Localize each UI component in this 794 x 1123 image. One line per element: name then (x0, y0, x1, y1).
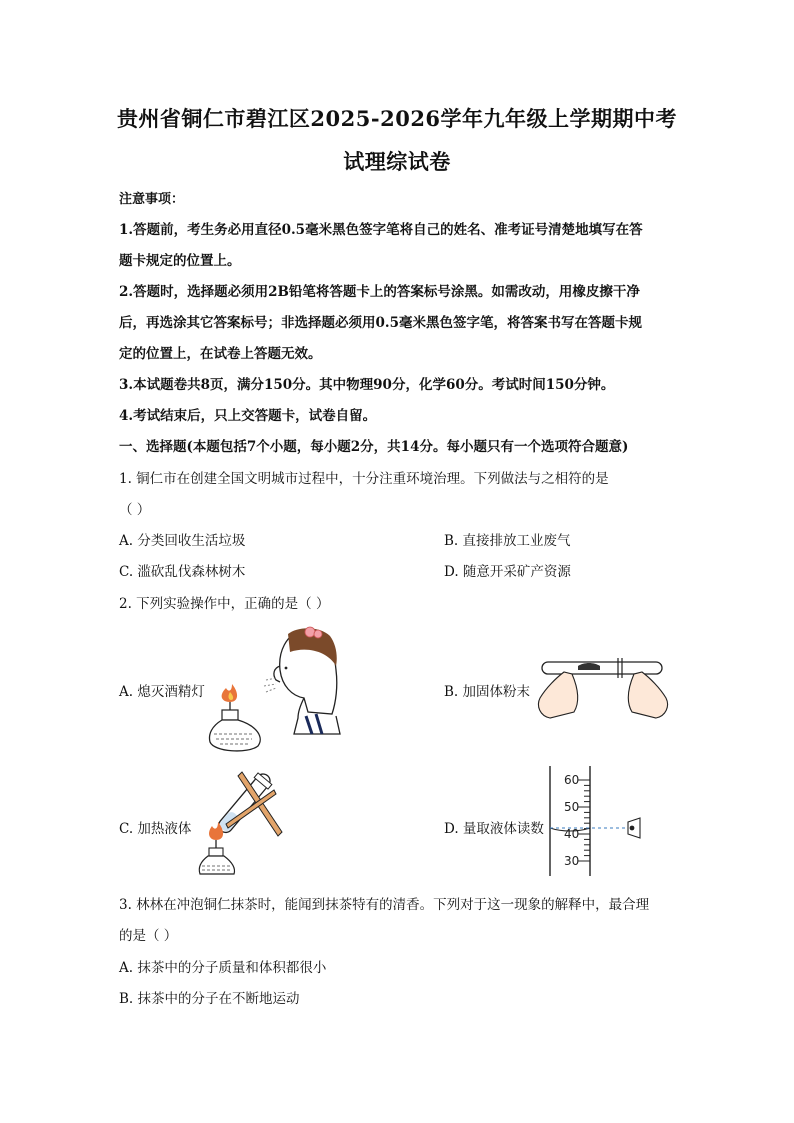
q1-option-c: C. 滥砍乱伐森林树木 (119, 564, 246, 580)
q3-stem-cont: 的是（ ） (119, 928, 178, 944)
cylinder-tick-label: 30 (564, 854, 580, 868)
q1-option-a: A. 分类回收生活垃圾 (119, 533, 246, 549)
q3-option-a: A. 抹茶中的分子质量和体积都很小 (119, 960, 327, 976)
add-powder-figure (534, 652, 672, 722)
eye-icon (628, 818, 640, 838)
q2-option-d: D. 量取液体读数 (444, 821, 544, 837)
notice-item2-b: 后，再选涂其它答案标号；非选择题必须用0.5毫米黑色签字笔，将答案书写在答题卡规 (119, 315, 642, 331)
q1-blank: （ ） (119, 502, 151, 518)
q2-stem: 2. 下列实验操作中，正确的是（ ） (119, 596, 330, 612)
page-title-line2: 试理综试卷 (343, 149, 451, 174)
notice-item2-a: 2.答题时，选择题必须用2B铅笔将答题卡上的答案标号涂黑。如需改动，用橡皮擦干净 (119, 284, 640, 300)
notice-item4: 4.考试结束后，只上交答题卡，试卷自留。 (119, 408, 377, 424)
cylinder-tick-label: 40 (564, 827, 580, 841)
q2-option-b: B. 加固体粉末 (444, 684, 531, 700)
heat-liquid-figure (196, 766, 288, 878)
q3-stem: 3. 林林在冲泡铜仁抹茶时，能闻到抹茶特有的清香。下列对于这一现象的解释中，最合理 (119, 897, 650, 913)
q1-option-b: B. 直接排放工业废气 (444, 533, 571, 549)
q1-stem: 1. 铜仁市在创建全国文明城市过程中，十分注重环境治理。下列做法与之相符的是 (119, 471, 609, 487)
q2-option-a: A. 熄灭酒精灯 (119, 684, 205, 700)
notice-item1-b: 题卡规定的位置上。 (119, 253, 241, 269)
cylinder-tick-label: 60 (564, 773, 580, 787)
page-title-line1: 贵州省铜仁市碧江区2025-2026学年九年级上学期期中考 (116, 106, 678, 131)
graduated-cylinder-figure (548, 766, 648, 876)
notice-item3: 3.本试题卷共8页，满分150分。其中物理90分，化学60分。考试时间150分钟。 (119, 377, 615, 393)
q3-option-b: B. 抹茶中的分子在不断地运动 (119, 991, 300, 1007)
notice-item1-a: 1.答题前，考生务必用直径0.5毫米黑色签字笔将自己的姓名、准考证号清楚地填写在答 (119, 222, 643, 238)
q2-option-c: C. 加热液体 (119, 821, 192, 837)
cylinder-tick-label: 50 (564, 800, 580, 814)
section1-heading: 一、选择题(本题包括7个小题，每小题2分，共14分。每小题只有一个选项符合题意) (119, 439, 629, 455)
notice-item2-c: 定的位置上，在试卷上答题无效。 (119, 346, 322, 362)
blow-out-lamp-figure (208, 622, 344, 756)
q1-option-d: D. 随意开采矿产资源 (444, 564, 571, 580)
notice-heading: 注意事项： (119, 192, 185, 207)
